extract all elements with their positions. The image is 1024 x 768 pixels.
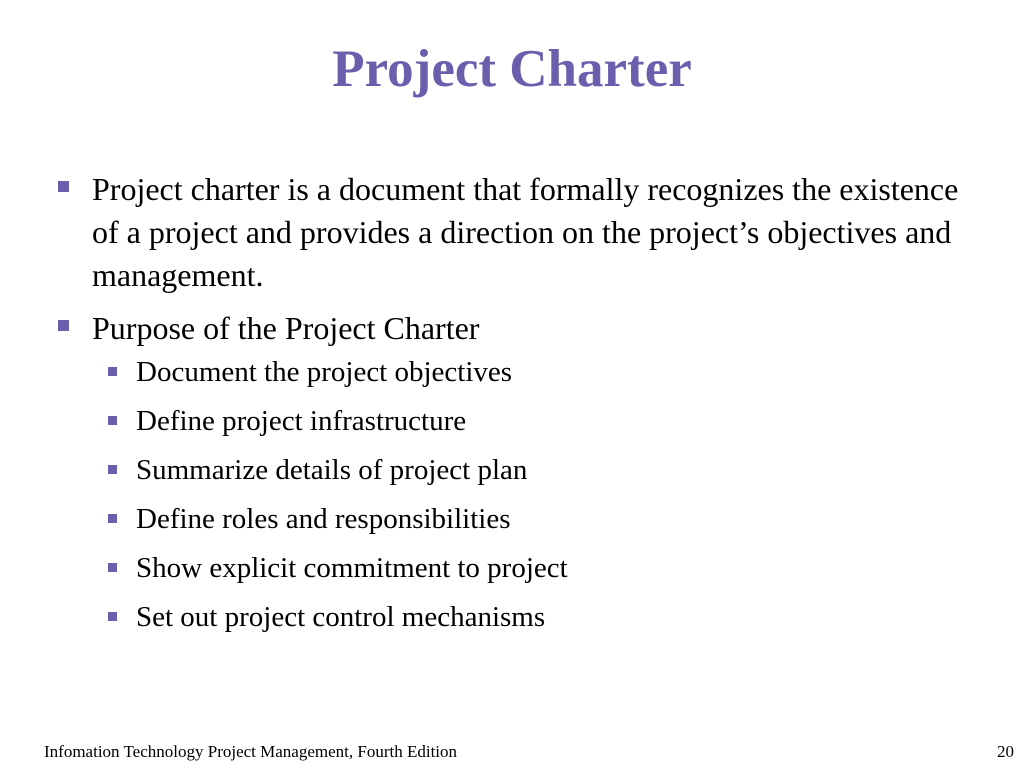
sub-bullet-item: [90, 598, 968, 636]
square-bullet-icon: [58, 320, 69, 331]
square-bullet-icon: [108, 416, 117, 425]
sub-bullet-list: [92, 353, 968, 636]
square-bullet-icon: [108, 612, 117, 621]
slide-title: Project Charter: [332, 40, 692, 98]
sub-bullet-item: [90, 402, 968, 440]
sub-bullet-text: Define project infrastructure: [136, 405, 467, 437]
sub-bullet-text: Summarize details of project plan: [136, 454, 528, 486]
sub-bullet-text: Define roles and responsibilities: [136, 503, 511, 535]
bullet-text: Project charter is a document that formally recognizes the existence of a project and provides a direction on the project’s objectives and management.: [92, 171, 959, 293]
page-number: 20: [997, 742, 1014, 761]
bullet-item: [58, 168, 968, 297]
sub-bullet-text: Show explicit commitment to project: [136, 552, 568, 584]
bullet-item: [58, 307, 968, 636]
sub-bullet-text: Set out project control mechanisms: [136, 601, 546, 633]
slide-footer: Infomation Technology Project Management, Fourth Edition: [44, 742, 458, 761]
bullet-text: Purpose of the Project Charter: [92, 310, 480, 346]
square-bullet-icon: [108, 563, 117, 572]
bullet-list: [58, 168, 968, 647]
sub-bullet-item: [90, 549, 968, 587]
sub-bullet-text: Document the project objectives: [136, 356, 513, 388]
square-bullet-icon: [58, 181, 69, 192]
square-bullet-icon: [108, 465, 117, 474]
sub-bullet-item: [90, 451, 968, 489]
square-bullet-icon: [108, 514, 117, 523]
square-bullet-icon: [108, 367, 117, 376]
sub-bullet-item: [90, 500, 968, 538]
sub-bullet-item: [90, 353, 968, 391]
